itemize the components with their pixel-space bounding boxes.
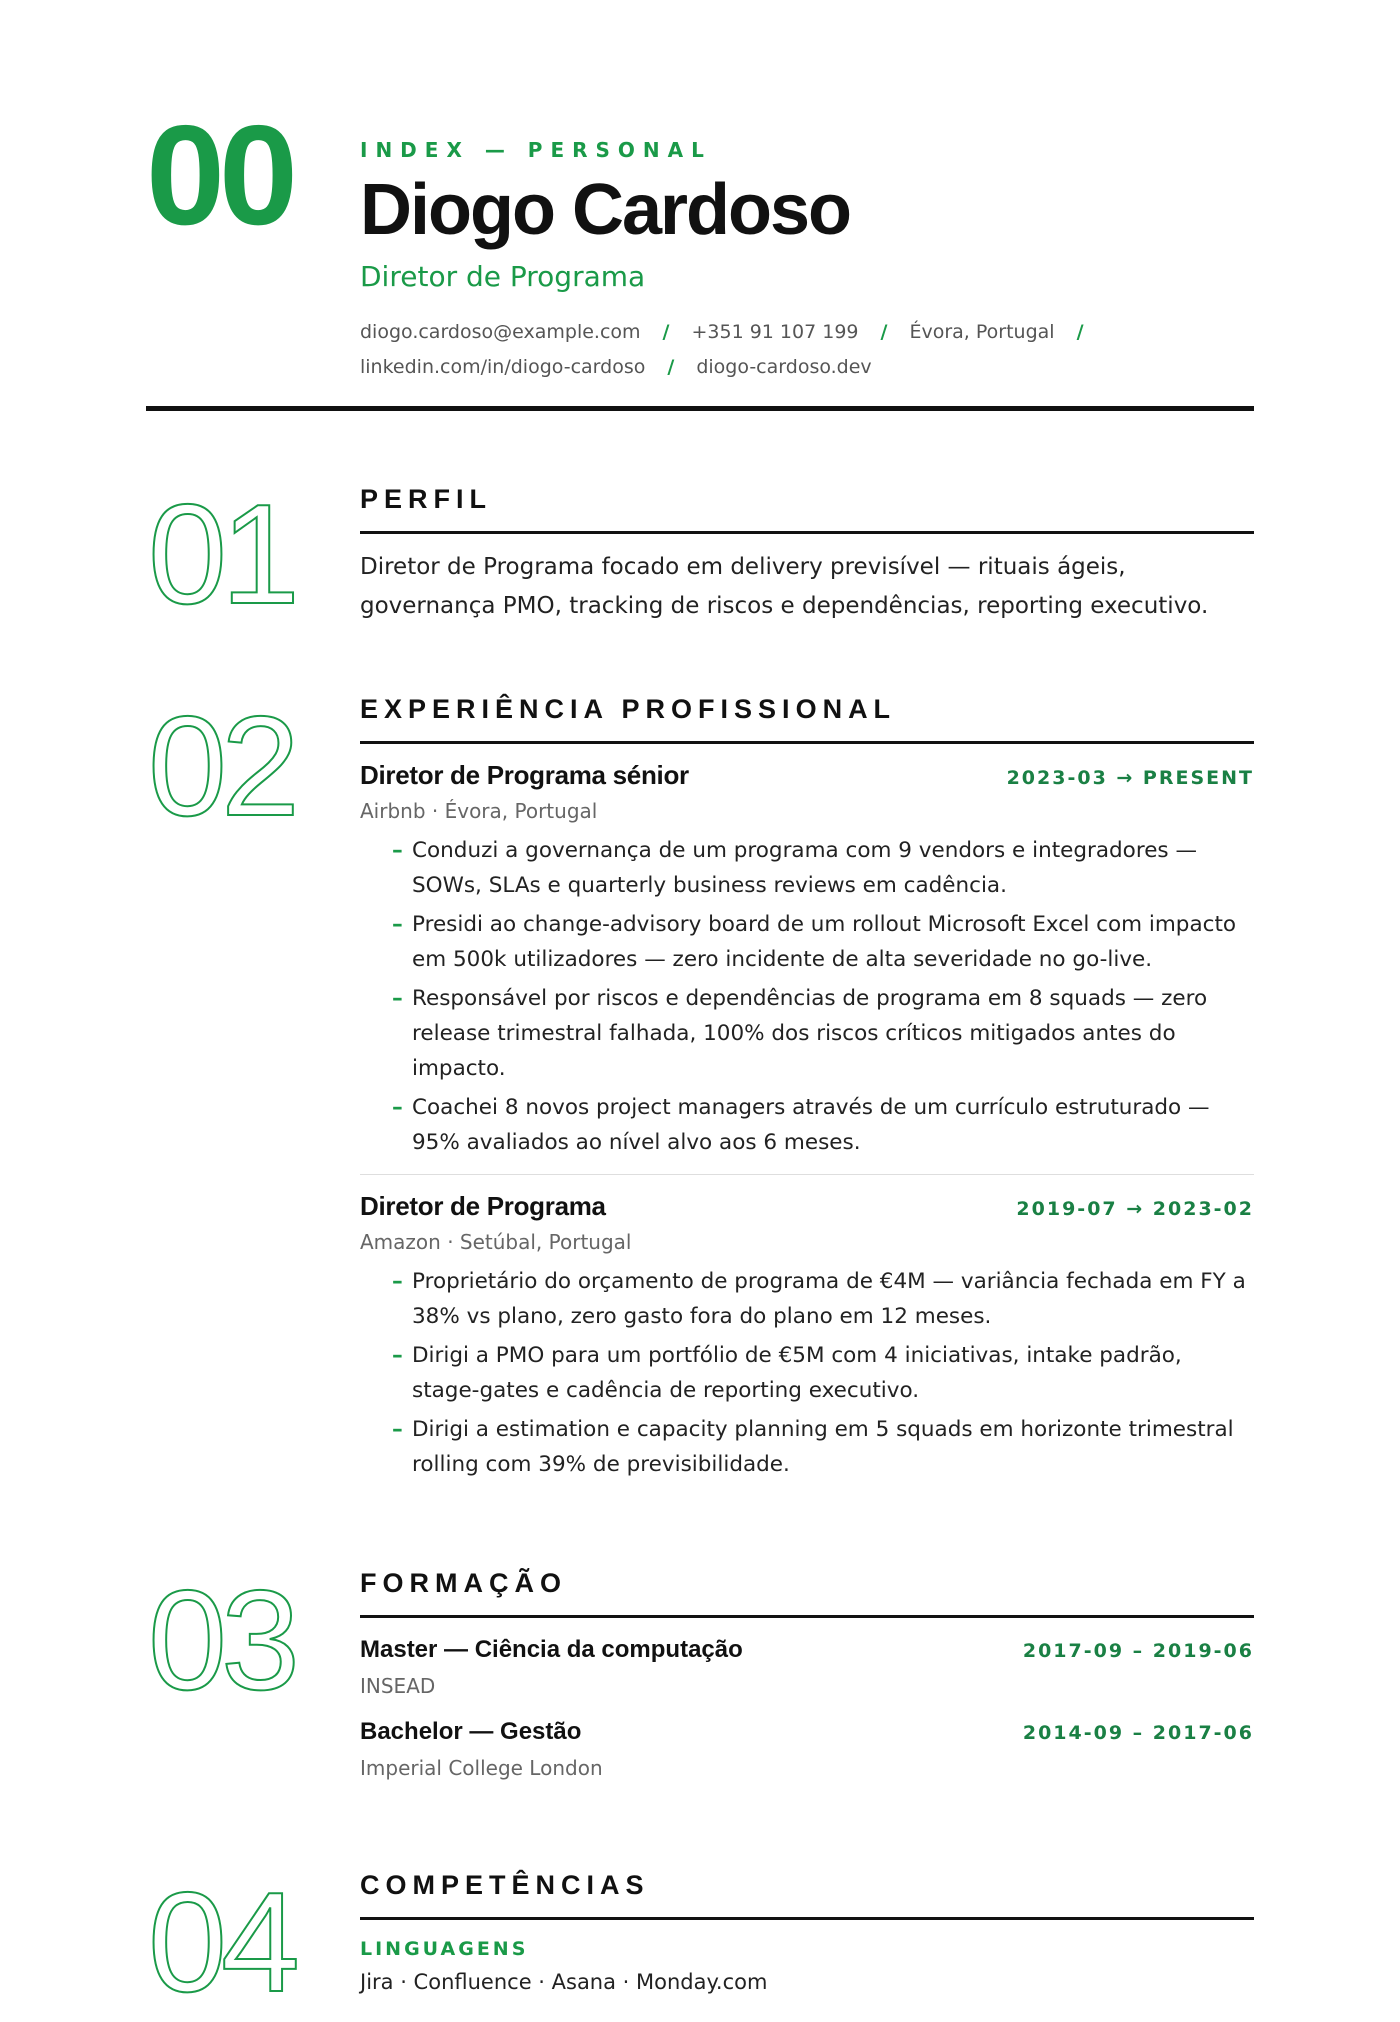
profile-section <box>360 484 1254 626</box>
job-bullets <box>360 1264 1254 1482</box>
education-section <box>360 1568 1254 1780</box>
section-title-profile: PERFIL <box>360 484 1254 534</box>
bullet-dash: – <box>392 838 403 863</box>
job-entry <box>360 1191 1254 1482</box>
job-title: Diretor de Programa <box>360 1191 606 1221</box>
person-role: Diretor de Programa <box>360 260 646 293</box>
linkedin-link[interactable]: linkedin.com/in/diogo-cardoso <box>360 356 646 378</box>
profile-text: Diretor de Programa focado em delivery previsível — rituais ágeis, governança PMO, tracking de riscos e dependências, reporting executivo. <box>360 554 1209 619</box>
school-name: INSEAD <box>360 1674 436 1698</box>
skills-section <box>360 1870 1254 1994</box>
person-name: Diogo Cardoso <box>360 170 850 250</box>
index-label: INDEX — PERSONAL <box>360 138 712 162</box>
job-dates: 2023-03 → PRESENT <box>1006 767 1254 789</box>
list-item: – Dirigi a PMO para um portfólio de €5M com 4 iniciativas, intake padrão, stage-gates e cadência de reporting executivo. <box>392 1338 1254 1408</box>
job-bullets <box>360 833 1254 1160</box>
education-item <box>360 1636 1254 1698</box>
bullet-dash: – <box>392 1269 403 1294</box>
separator: / <box>880 321 888 343</box>
bullet-dash: – <box>392 1095 403 1120</box>
section-number-education: 03 <box>148 1561 294 1720</box>
list-item: – Responsável por riscos e dependências de programa em 8 squads — zero release trimestral falhada, 100% dos riscos críticos mitigados antes do impacto. <box>392 981 1254 1086</box>
list-item: – Dirigi a estimation e capacity planning em 5 squads em horizonte trimestral rolling com 39% de previsibilidade. <box>392 1412 1254 1482</box>
section-number-profile: 01 <box>148 475 294 634</box>
job-dates: 2019-07 → 2023-02 <box>1016 1198 1254 1220</box>
separator: / <box>667 356 675 378</box>
education-dates: 2017-09 – 2019-06 <box>1022 1640 1254 1662</box>
experience-section <box>360 694 1254 1486</box>
job-entry <box>360 760 1254 1175</box>
section-number-experience: 02 <box>148 687 294 846</box>
bullet-dash: – <box>392 1417 403 1442</box>
section-number-header: 00 <box>146 96 292 255</box>
job-divider <box>360 1174 1254 1175</box>
section-title-experience: EXPERIÊNCIA PROFISSIONAL <box>360 694 1254 744</box>
website-link[interactable]: diogo-cardoso.dev <box>696 356 872 378</box>
list-item: – Conduzi a governança de um programa com 9 vendors e integradores — SOWs, SLAs e quarterly business reviews em cadência. <box>392 833 1254 903</box>
skills-list: Jira · Confluence · Asana · Monday.com <box>360 1970 768 1994</box>
skills-subhead: LINGUAGENS <box>360 1938 529 1960</box>
education-item <box>360 1718 1254 1780</box>
section-number-skills: 04 <box>148 1863 294 2022</box>
list-item: – Coachei 8 novos project managers através de um currículo estruturado — 95% avaliados ao nível alvo aos 6 meses. <box>392 1090 1254 1160</box>
education-dates: 2014-09 – 2017-06 <box>1022 1722 1254 1744</box>
header-divider <box>146 406 1254 411</box>
section-title-skills: COMPETÊNCIAS <box>360 1870 1254 1920</box>
list-item: – Proprietário do orçamento de programa de €4M — variância fechada em FY a 38% vs plano, zero gasto fora do plano em 12 meses. <box>392 1264 1254 1334</box>
contact-info <box>360 315 1254 385</box>
degree-title: Master — Ciência da computação <box>360 1636 743 1663</box>
phone-link[interactable]: +351 91 107 199 <box>691 321 859 343</box>
bullet-dash: – <box>392 912 403 937</box>
job-title: Diretor de Programa sénior <box>360 760 689 790</box>
separator: / <box>662 321 670 343</box>
separator: / <box>1076 321 1084 343</box>
school-name: Imperial College London <box>360 1756 603 1780</box>
degree-title: Bachelor — Gestão <box>360 1718 582 1745</box>
job-org: Amazon · Setúbal, Portugal <box>360 1230 632 1254</box>
list-item: – Presidi ao change-advisory board de um rollout Microsoft Excel com impacto em 500k utilizadores — zero incidente de alta severidade no go-live. <box>392 907 1254 977</box>
header-block <box>360 138 1254 385</box>
section-title-education: FORMAÇÃO <box>360 1568 1254 1618</box>
bullet-dash: – <box>392 986 403 1011</box>
bullet-dash: – <box>392 1343 403 1368</box>
location-text: Évora, Portugal <box>909 321 1055 343</box>
email-link[interactable]: diogo.cardoso@example.com <box>360 321 641 343</box>
job-org: Airbnb · Évora, Portugal <box>360 799 598 823</box>
